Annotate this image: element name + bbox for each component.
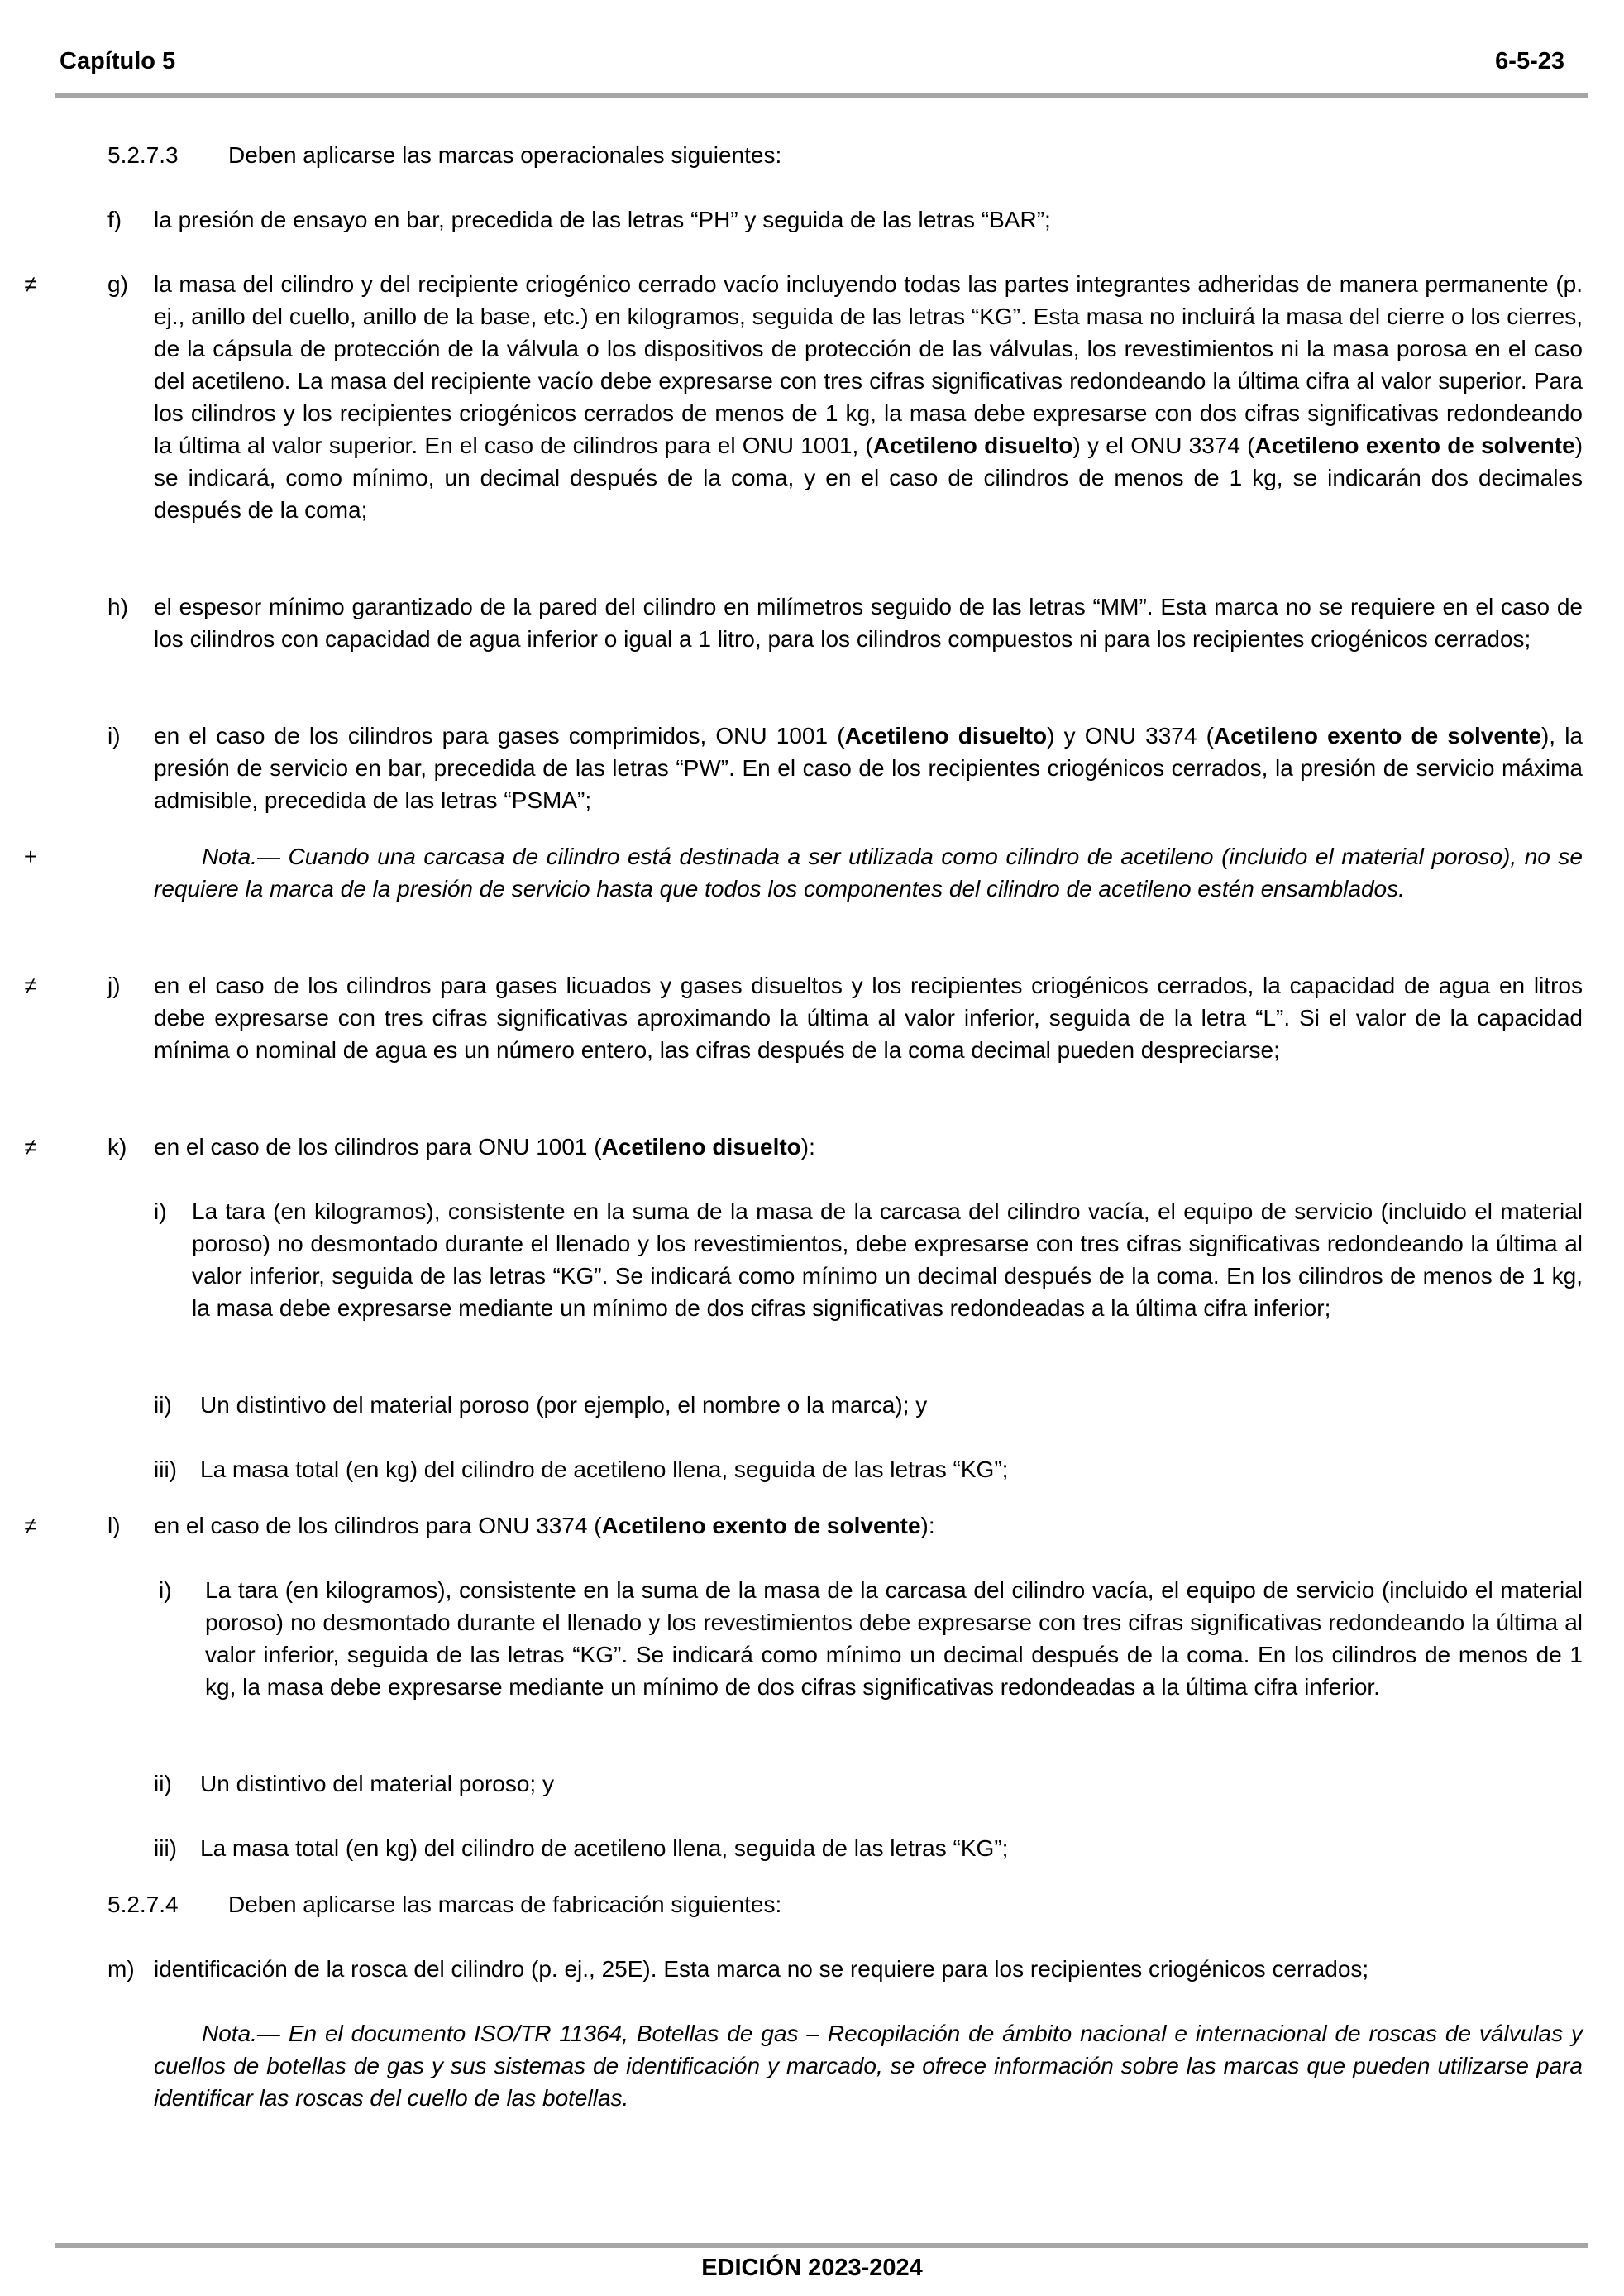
subitem-text: Un distintivo del material poroso; y bbox=[200, 1771, 554, 1796]
subitem-label: i) bbox=[154, 1198, 167, 1224]
item-label: g) bbox=[107, 271, 128, 297]
item-label: i) bbox=[107, 723, 121, 749]
header-rule bbox=[55, 93, 1588, 98]
section-number: 5.2.7.3 bbox=[107, 142, 179, 168]
subitem-label: ii) bbox=[154, 1771, 172, 1796]
note-text: Nota.— En el documento ISO/TR 11364, Botellas de gas – Recopilación de ámbito nacional e internacional de roscas de válvulas y cuellos de botellas de gas y sus sistemas de identificación y marcado, se ofrece información sobre las marcas que pueden utilizarse para identificar las roscas del cuello de las botellas. bbox=[154, 2021, 1583, 2111]
bold-term: Acetileno disuelto bbox=[844, 723, 1048, 749]
item-label: f) bbox=[107, 207, 122, 232]
section-heading: Deben aplicarse las marcas de fabricación siguientes: bbox=[228, 1892, 782, 1917]
bold-term: Acetileno exento de solvente bbox=[601, 1513, 921, 1538]
item-label: j) bbox=[107, 973, 121, 998]
section-heading: Deben aplicarse las marcas operacionales siguientes: bbox=[228, 142, 782, 168]
change-mark: ≠ bbox=[24, 1513, 37, 1538]
item-label: h) bbox=[107, 594, 128, 619]
item-text: la masa del cilindro y del recipiente criogénico cerrado vacío incluyendo todas las partes integrantes adheridas de manera permanente (p. ej., anillo del cuello, anillo de la base, etc.) en kilogramos, seguida de las letras “KG”. Esta masa no incluirá la masa del cierre o los cierres, de la cápsula de protección de la válvula o los dispositivos de protección de las válvulas, los revestimientos ni la masa porosa en el caso del acetileno. La masa del recipiente vacío debe expresarse con tres cifras significativas redondeando la última cifra al valor superior. Para los cilindros y los recipientes criogénicos cerrados de menos de 1 kg, la masa debe expresarse con dos cifras significativas redondeando la última al valor superior. En el caso de cilindros para el ONU 1001, (Acetileno disuelto) y el ONU 3374 (Acetileno exento de solvente) se indicará, como mínimo, un decimal después de la coma, y en el caso de cilindros de menos de 1 kg, se indicarán dos decimales después de la coma; bbox=[154, 271, 1583, 523]
footer-rule bbox=[55, 2243, 1588, 2248]
change-mark: ≠ bbox=[24, 271, 37, 297]
item-text: el espesor mínimo garantizado de la pared del cilindro en milímetros seguido de las letras “MM”. Esta marca no se requiere en el caso de los cilindros con capacidad de agua inferior o igual a 1 litro, para los cilindros compuestos ni para los recipientes criogénicos cerrados; bbox=[154, 594, 1583, 652]
change-mark: ≠ bbox=[24, 1134, 37, 1160]
subitem-label: i) bbox=[159, 1577, 172, 1603]
chapter-title: Capítulo 5 bbox=[60, 48, 176, 74]
subitem-text: La tara (en kilogramos), consistente en la suma de la masa de la carcasa del cilindro vacía, el equipo de servicio (incluido el material poroso) no desmontado durante el llenado y los revestimientos, debe expresarse con tres cifras significativas redondeando la última al valor inferior, seguida de las letras “KG”. Se indicará como mínimo un decimal después de la coma. En los cilindros de menos de 1 kg, la masa debe expresarse mediante un mínimo de dos cifras significativas redondeadas a la última cifra inferior; bbox=[192, 1198, 1583, 1321]
item-label: l) bbox=[107, 1513, 121, 1538]
subitem-text: La masa total (en kg) del cilindro de acetileno llena, seguida de las letras “KG”; bbox=[200, 1835, 1009, 1861]
bold-term: Acetileno disuelto bbox=[601, 1134, 801, 1160]
subitem-text: La tara (en kilogramos), consistente en la suma de la masa de la carcasa del cilindro vacía, el equipo de servicio (incluido el material poroso) no desmontado durante el llenado y los revestimientos debe expresarse con tres cifras significativas redondeando la última al valor inferior, seguida de las letras “KG”. Se indicará como mínimo un decimal después de la coma. En los cilindros de menos de 1 kg, la masa debe expresarse mediante un mínimo de dos cifras significativas redondeadas a la última cifra inferior. bbox=[205, 1577, 1583, 1700]
bold-term: Acetileno exento de solvente bbox=[1254, 433, 1575, 458]
item-text: en el caso de los cilindros para ONU 3374 (Acetileno exento de solvente): bbox=[154, 1513, 935, 1538]
bold-term: Acetileno disuelto bbox=[872, 433, 1073, 458]
edition-footer: EDICIÓN 2023-2024 bbox=[701, 2255, 923, 2281]
item-text: en el caso de los cilindros para gases licuados y gases disueltos y los recipientes criogénicos cerrados, la capacidad de agua en litros debe expresarse con tres cifras significativas aproximando la última al valor inferior, seguida de la letra “L”. Si el valor de la capacidad mínima o nominal de agua es un número entero, las cifras después de la coma decimal pueden despreciarse; bbox=[154, 973, 1583, 1063]
item-text: identificación de la rosca del cilindro (p. ej., 25E). Esta marca no se requiere para los recipientes criogénicos cerrados; bbox=[154, 1956, 1369, 1982]
subitem-text: Un distintivo del material poroso (por ejemplo, el nombre o la marca); y bbox=[200, 1392, 928, 1418]
page-number: 6-5-23 bbox=[1495, 48, 1564, 74]
subitem-text: La masa total (en kg) del cilindro de acetileno llena, seguida de las letras “KG”; bbox=[200, 1457, 1009, 1482]
subitem-label: ii) bbox=[154, 1392, 172, 1418]
item-text: la presión de ensayo en bar, precedida de las letras “PH” y seguida de las letras “BAR”; bbox=[154, 207, 1051, 232]
page-header bbox=[60, 48, 1564, 84]
added-mark: + bbox=[23, 844, 38, 869]
item-label: k) bbox=[107, 1134, 127, 1160]
section-number: 5.2.7.4 bbox=[107, 1892, 179, 1917]
bold-term: Acetileno exento de solvente bbox=[1213, 723, 1541, 749]
item-label: m) bbox=[107, 1956, 135, 1982]
change-mark: ≠ bbox=[24, 973, 37, 998]
subitem-label: iii) bbox=[154, 1457, 177, 1482]
subitem-label: iii) bbox=[154, 1835, 177, 1861]
item-text: en el caso de los cilindros para gases comprimidos, ONU 1001 (Acetileno disuelto) y ONU 3374 (Acetileno exento de solvente), la presión de servicio en bar, precedida de las letras “PW”. En el caso de los recipientes criogénicos cerrados, la presión de servicio máxima admisible, precedida de las letras “PSMA”; bbox=[154, 723, 1583, 813]
item-text: en el caso de los cilindros para ONU 1001 (Acetileno disuelto): bbox=[154, 1134, 815, 1160]
note-text: Nota.— Cuando una carcasa de cilindro está destinada a ser utilizada como cilindro de acetileno (incluido el material poroso), no se requiere la marca de la presión de servicio hasta que todos los componentes del cilindro de acetileno estén ensamblados. bbox=[154, 844, 1583, 902]
